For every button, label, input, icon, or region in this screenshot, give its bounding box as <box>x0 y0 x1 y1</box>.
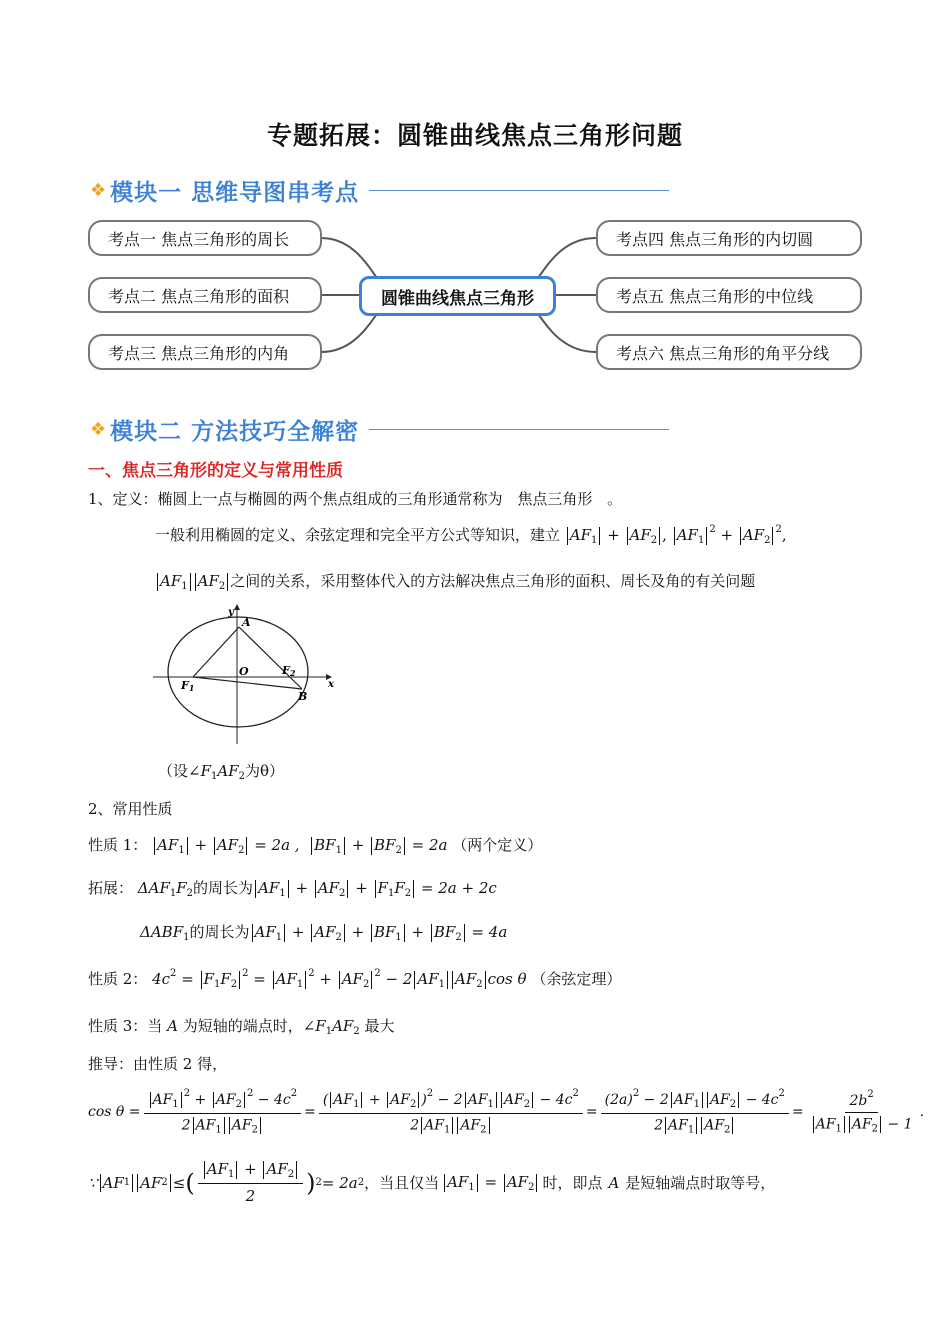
p3-end: 最大 <box>364 1017 395 1035</box>
mindmap-node-5: 考点五 焦点三角形的中位线 <box>596 277 862 313</box>
formula-product: $AF_1$ $AF_2$ <box>155 572 230 590</box>
formula-sum: $AF_1 + AF_2$ <box>565 526 662 544</box>
ext2-mid: 的周长为 <box>189 923 250 941</box>
caption-post: 为θ） <box>245 762 285 780</box>
extension-1 <box>88 877 497 899</box>
p3-label: 性质 3：当 <box>88 1017 163 1035</box>
ext1-formula: $AF_1 + AF_2 + F_1F_2 = 2a + 2c$ <box>253 879 497 897</box>
fraction-2: $\frac{( AF_1 + AF_2 )^2 - 2 AF_1 AF_2 - 4c^2}{2 AF_1 AF_2}$ <box>319 1088 583 1135</box>
p1-formula: $AF_1 + AF_2 = 2a$ , $BF_1 + BF_2 = 2a$ <box>152 836 447 854</box>
cos-derivation: cos θ = $\frac{AF_1^2 + AF_2^2 - 4c^2}{2 AF_1 AF_2}$ = $\frac{( AF_1 + AF_2 )^2 - 2 AF_1 AF_2 - 4c^2}{2 AF_1 AF_2}$ = $\frac{(2a)^2 - 2 AF_1 AF_2 - 4c^2}{2 AF_1 AF_2}$ = $\frac{2b^2}{AF_1 AF_2 - 1}$ . <box>88 1088 925 1136</box>
label-F2: F2 <box>282 664 296 678</box>
property-1 <box>88 834 542 856</box>
triangle-AF1F2: $\Delta AF_1F_2$ <box>137 879 194 899</box>
mindmap-node-6: 考点六 焦点三角形的角平分线 <box>596 334 862 370</box>
p1-label: 性质 1： <box>88 836 148 854</box>
definition-text: 椭圆上一点与椭圆的两个焦点组成的三角形通常称为 <box>157 490 503 508</box>
p2-label: 性质 2： <box>88 970 148 988</box>
mindmap-center-node: 圆锥曲线焦点三角形 <box>359 276 556 316</box>
module2-header <box>90 413 669 446</box>
figure-caption <box>158 760 284 782</box>
fraction-1: $\frac{AF_1^2 + AF_2^2 - 4c^2}{2 AF_1 AF_2}$ <box>144 1088 302 1135</box>
label-B: B <box>298 690 308 703</box>
mindmap-node-4: 考点四 焦点三角形的内切圆 <box>596 220 862 256</box>
module1-heading: 模块一 思维导图串考点 <box>110 180 360 206</box>
ext1-mid: 的周长为 <box>193 879 254 897</box>
section-heading: 一、焦点三角形的定义与常用性质 <box>88 461 343 481</box>
triangle-ABF1: $\Delta ABF_1$ <box>140 923 190 943</box>
double-diamond-icon: ❖ <box>90 180 107 201</box>
label-A: A <box>242 616 251 629</box>
label-x: x <box>328 679 334 690</box>
ext2-formula: $AF_1 + AF_2 + BF_1 + BF_2 = 4a$ <box>250 923 508 941</box>
definition-p2a: 一般利用椭圆的定义、余弦定理和完全平方公式等知识，建立 <box>155 526 561 544</box>
p2-note: （余弦定理） <box>531 970 622 988</box>
definition-end: 。 <box>607 490 623 508</box>
p3-mid: 为短轴的端点时， <box>182 1017 303 1035</box>
label-O: O <box>239 665 249 678</box>
point-A: A <box>167 1017 178 1035</box>
definition-paragraph-line1: 一般利用椭圆的定义、余弦定理和完全平方公式等知识，建立 $AF_1 + AF_2$ , $AF_1^2 + AF_2^2$, <box>155 524 787 546</box>
ext-label: 拓展： <box>88 879 134 897</box>
final-end: 是短轴端点时取等号， <box>625 1174 776 1192</box>
definition-p2b: 之间的关系，采用整体代入的方法解决焦点三角形的面积、周长及角的有关问题 <box>230 572 756 590</box>
definition-paragraph-line2 <box>155 570 755 592</box>
p2-formula: $4c^2 = F_1F_2^2 = AF_1^2 + AF_2^2 - 2$ $AF_1$ $AF_2$ cos θ <box>152 968 527 990</box>
point-A-final: A <box>608 1173 620 1192</box>
angle-max: $\angle F_1AF_2$ <box>302 1017 360 1037</box>
mindmap-node-2: 考点二 焦点三角形的面积 <box>88 277 322 313</box>
page-title: 专题拓展：圆锥曲线焦点三角形问题 <box>266 121 683 150</box>
definition-term: 焦点三角形 <box>517 490 593 508</box>
module2-heading: 模块二 方法技巧全解密 <box>110 419 360 445</box>
mindmap-node-3: 考点三 焦点三角形的内角 <box>88 334 322 370</box>
derivation-heading: 推导：由性质 2 得， <box>88 1055 228 1073</box>
module2-divider <box>369 429 669 430</box>
label-y: y <box>228 607 234 618</box>
extension-2 <box>140 921 507 943</box>
equality-formula: $AF_1 = AF_2$ <box>442 1173 539 1193</box>
definition-line <box>88 488 622 509</box>
props-heading: 2、常用性质 <box>88 800 173 818</box>
label-F1: F1 <box>181 679 195 693</box>
fraction-3: $\frac{(2a)^2 - 2 AF_1 AF_2 - 4c^2}{2 AF_1 AF_2}$ <box>601 1088 789 1135</box>
formula-squares: $AF_1^2 + AF_2^2$ <box>672 526 782 544</box>
property-3 <box>88 1015 395 1037</box>
property-2 <box>88 968 621 990</box>
fraction-4: $\frac{2b^2}{AF_1 AF_2 - 1}$ <box>807 1089 917 1134</box>
inequality-formula: ∵ AF 1 AF 2 ≤ ( $\frac{AF_1 + AF_2}{2}$ ) 2 = 2a 2 <box>88 1160 365 1205</box>
final-mid: ，当且仅当 <box>364 1174 440 1192</box>
angle-F1AF2: $\angle F_1AF_2$ <box>188 762 245 782</box>
definition-label: 1、定义： <box>88 490 158 508</box>
caption-pre: （设 <box>158 762 189 780</box>
mindmap-node-1: 考点一 焦点三角形的周长 <box>88 220 322 256</box>
double-diamond-icon: ❖ <box>90 419 107 440</box>
final-mid2: 时，即点 <box>542 1174 603 1192</box>
p1-note: （两个定义） <box>452 836 543 854</box>
inequality-line <box>88 1160 775 1205</box>
ellipse-figure <box>148 602 338 752</box>
